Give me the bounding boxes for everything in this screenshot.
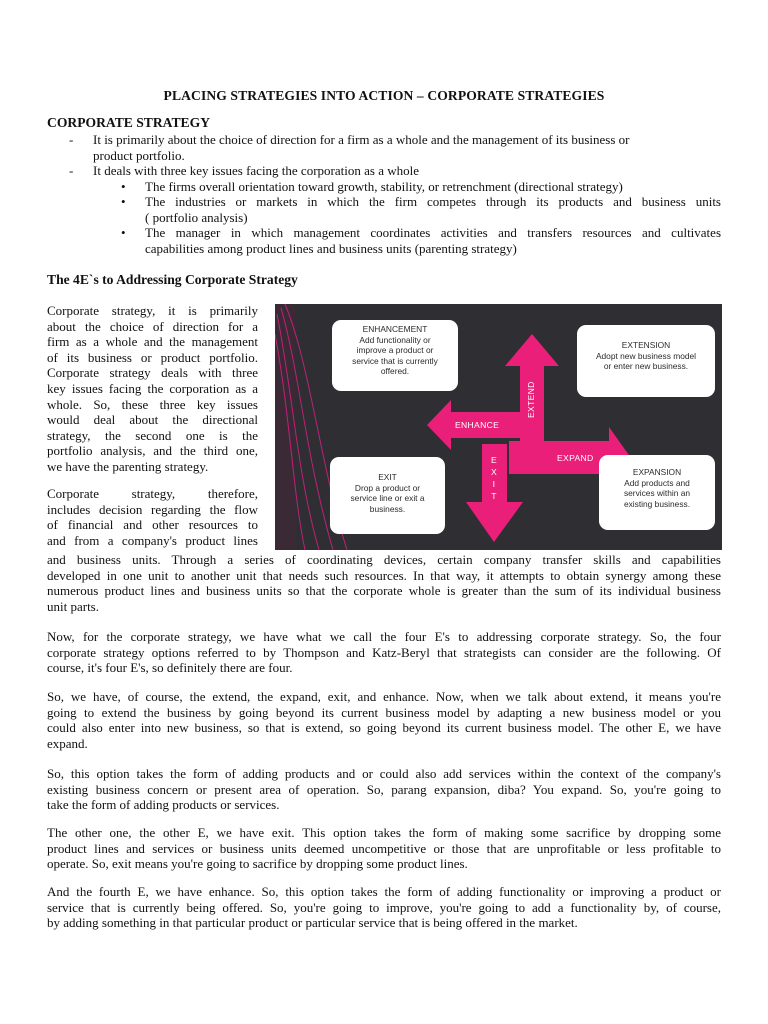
enhancement-text: Add functionality or	[359, 334, 431, 345]
dash-marker: -	[69, 163, 74, 178]
bullet-item-3-line-2: capabilities among product lines and business units (parenting strategy)	[145, 240, 517, 256]
text-line: firm as a whole and the management	[47, 334, 258, 350]
enhancement-box	[332, 320, 458, 391]
bullet-item-2-line-2: ( portfolio analysis)	[145, 209, 248, 225]
paragraph-2-wide	[47, 552, 721, 614]
expansion-text: services within an	[623, 488, 691, 499]
text-line: whole. So, these three key issues	[47, 396, 258, 412]
paragraph-5	[47, 766, 721, 813]
text-line: strategy, the second one is the	[47, 427, 258, 443]
text-line: So, we have, of course, the extend, the expand, exit, and enhance. Now, when we talk about extend, it means you're	[47, 689, 721, 704]
text-line: take the form of adding products or services.	[47, 797, 280, 813]
text-line: going to extend the business by going beyond its current business model by adapting a new business model or you	[47, 704, 721, 720]
dash-item-1-line-1: It is primarily about the choice of direction for a firm as a whole and the management of its business or	[93, 132, 630, 147]
enhancement-title: ENHANCEMENT	[362, 324, 428, 334]
text-line: And the fourth E, we have enhance. So, this option takes the form of adding functionality or improving a product or	[47, 884, 721, 899]
text-line: So, this option takes the form of adding products and or could also add services within the context of the company's	[47, 766, 721, 781]
text-line: of its business or product portfolio.	[47, 349, 258, 365]
text-line: unit parts.	[47, 598, 99, 614]
text-line: by adding something in that particular product or particular service that is being offered in the market.	[47, 915, 578, 931]
text-line: numerous product lines and business units so that the corporate whole is greater than the sum of its individual business	[47, 583, 721, 599]
paragraph-3	[47, 629, 721, 676]
expansion-box	[599, 455, 715, 530]
expansion-text: Add products and	[624, 477, 690, 488]
text-line: includes decision regarding the flow	[47, 501, 258, 517]
text-line: expand.	[47, 735, 88, 751]
corporate-strategy-heading: CORPORATE STRATEGY	[47, 115, 211, 130]
text-line: Corporate strategy deals with three	[47, 365, 258, 381]
extension-text: or enter new business.	[603, 361, 689, 372]
text-line: and business units. Through a series of coordinating devices, certain company transfer skills and capabilities	[47, 552, 721, 567]
exit-title: EXIT	[378, 472, 397, 482]
document-title: PLACING STRATEGIES INTO ACTION – CORPORATE STRATEGIES	[163, 88, 605, 103]
text-line: product lines and services or business units deemed uncompetitive or those that are unprofitable or less profitable to	[47, 840, 721, 856]
enhancement-text: service that is currently	[352, 355, 438, 366]
text-line: The other one, the other E, we have exit. This option takes the form of making some sacrifice by dropping some	[47, 825, 721, 840]
bullet-item-1-text: The firms overall orientation toward growth, stability, or retrenchment (directional strategy)	[145, 179, 623, 194]
enhancement-text: offered.	[380, 366, 410, 377]
paragraph-2-narrow	[47, 486, 258, 548]
bullet-marker: •	[121, 194, 126, 209]
text-line: corporate strategy options referred to by Thompson and Katz-Beryl that strategists can consider are the following. Of	[47, 644, 721, 660]
expand-label: EXPAND	[557, 453, 594, 463]
text-line: operate. So, exit means you're going to sacrifice by dropping some product lines.	[47, 856, 468, 872]
text-line: developed in one unit to another unit that needs such resources. In that way, it attempts to obtain synergy among these	[47, 567, 721, 583]
bullet-item-3-line-1: The manager in which management coordinates activities and transfers resources and cultivates	[145, 225, 721, 240]
extension-title: EXTENSION	[621, 340, 671, 350]
paragraph-4	[47, 689, 721, 751]
expansion-text: existing business.	[623, 498, 691, 509]
text-line: we have the parenting strategy.	[47, 458, 209, 474]
exit-box	[330, 457, 445, 534]
text-line: course, it's four E's, so definitely there are four.	[47, 660, 293, 676]
text-line: key issues facing the corporation as a	[47, 380, 258, 396]
four-es-heading: The 4E`s to Addressing Corporate Strategy	[47, 272, 298, 287]
expansion-title: EXPANSION	[632, 467, 682, 477]
text-line: and from a company's product lines	[47, 532, 258, 548]
text-line: would deal about the directional	[47, 412, 258, 428]
bullet-item-2-line-1: The industries or markets in which the firm competes through its products and business units	[145, 194, 721, 209]
enhance-label: ENHANCE	[455, 420, 500, 430]
paragraph-6	[47, 825, 721, 872]
text-line: portfolio analysis, and the third one,	[47, 443, 258, 459]
text-line: Corporate strategy, therefore,	[47, 486, 258, 501]
four-es-diagram	[275, 304, 722, 550]
text-line: Corporate strategy, it is primarily	[47, 303, 258, 318]
paragraph-1	[47, 303, 258, 475]
text-line: could also enter into new business, so that is extend, so going beyond its current business model. The other E, we have	[47, 720, 721, 736]
enhancement-text: improve a product or	[356, 345, 434, 356]
text-line: Now, for the corporate strategy, we have what we call the four E's to addressing corporate strategy. So, the four	[47, 629, 721, 644]
bullet-marker: •	[121, 179, 126, 194]
dash-item-1-line-2: product portfolio.	[93, 147, 185, 163]
text-line: of financial and other resources to	[47, 517, 258, 533]
exit-text: service line or exit a	[350, 493, 425, 504]
paragraph-7	[47, 884, 721, 931]
exit-label: EXIT	[490, 455, 498, 501]
extend-label: EXTEND	[526, 381, 536, 418]
dash-item-2-text: It deals with three key issues facing the corporation as a whole	[93, 163, 419, 178]
exit-text: Drop a product or	[354, 482, 421, 493]
text-line: service that is currently being offered. So, you're going to improve, you're going to add a functionality by, of course,	[47, 899, 721, 915]
bullet-marker: •	[121, 225, 126, 240]
text-line: about the choice of direction for a	[47, 318, 258, 334]
extension-box	[577, 325, 715, 397]
left-accent-strip	[275, 304, 295, 550]
dash-marker: -	[69, 132, 74, 147]
extension-text: Adopt new business model	[595, 350, 697, 361]
text-line: existing business concern or present area of operation. So, parang expansion, diba? You expand. So, you're going to	[47, 781, 721, 797]
exit-text: business.	[369, 503, 406, 514]
